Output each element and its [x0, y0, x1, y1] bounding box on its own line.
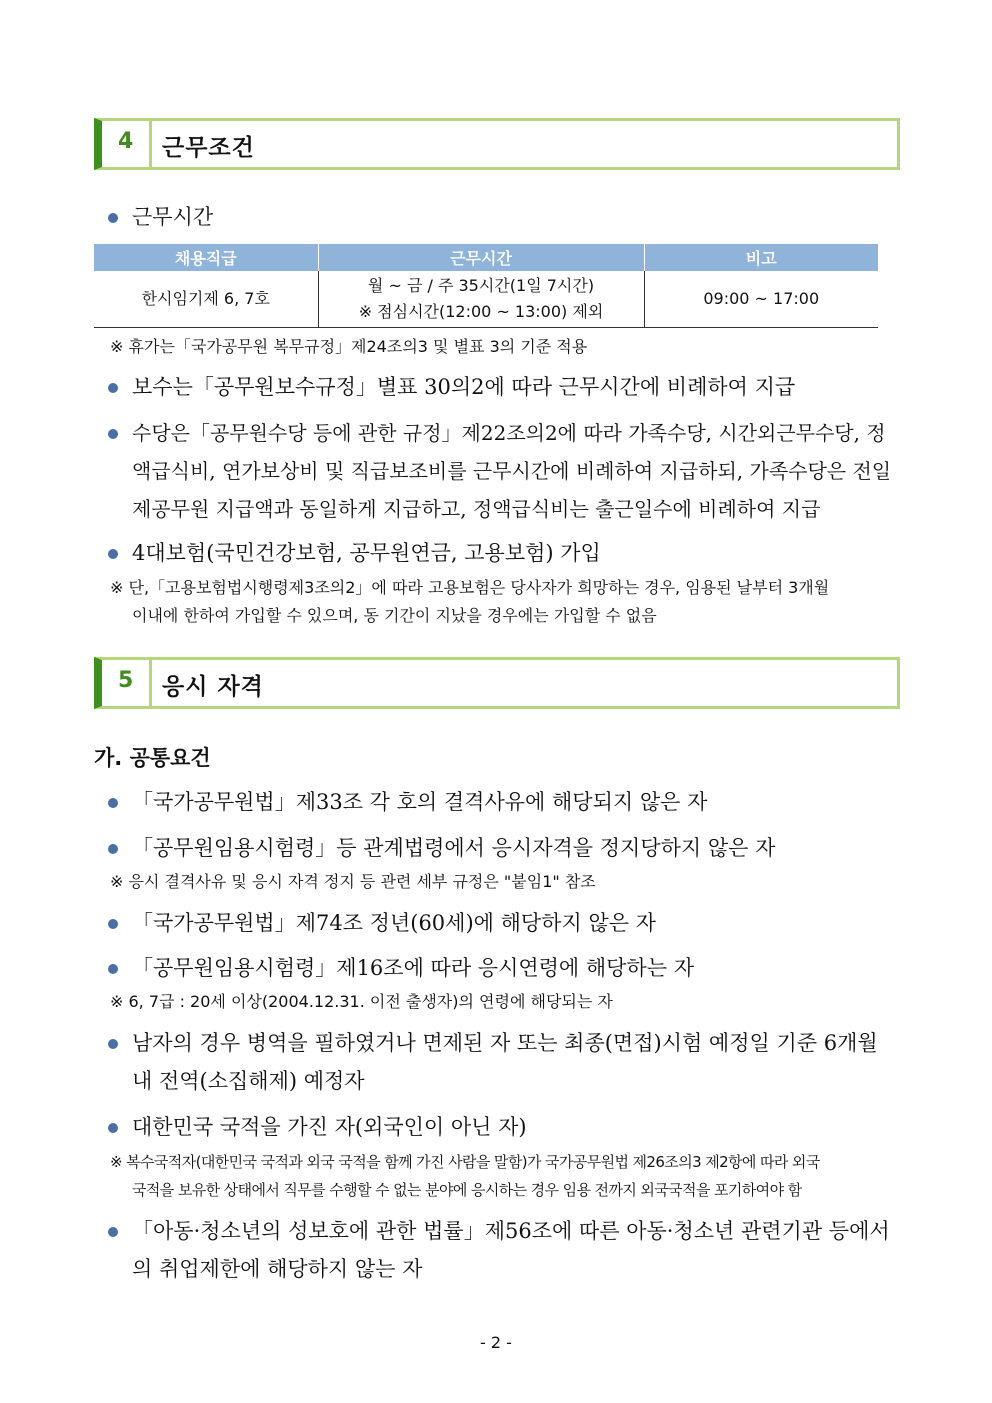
- common-requirements-heading: 가. 공통요건: [94, 746, 211, 770]
- bullet-allowance: 수당은「공무원수당 등에 관한 규정」제22조의2에 따라 가족수당, 시간외근무수당, 정액급식비, 연가보상비 및 직급보조비를 근무시간에 비례하여 지급하되, 가족수당은 전일제공무원 지급액과 동일하게 지급하고, 정액급식비는 출근일수에 비례하여 지급: [108, 414, 898, 528]
- leave-note: ※ 휴가는「국가공무원 복무규정」제24조의3 및 별표 3의 기준 적용: [110, 337, 588, 356]
- req-7: 「아동·청소년의 성보호에 관한 법률」제56조에 따른 아동·청소년 관련기관 등에서의 취업제한에 해당하지 않는 자: [108, 1212, 898, 1288]
- req-6-note: ※ 복수국적자(대한민국 국적과 외국 국적을 함께 가진 사람을 말함)가 국가공무원법 제26조의3 제2항에 따라 외국 국적을 보유한 상태에서 직무를 수행할 수 없는 분야에 응시하는 경우 임용 전까지 외국국적을 포기하여야 함: [110, 1153, 820, 1199]
- bullet-dot-icon: [108, 844, 118, 854]
- bullet-dot-icon: [108, 798, 118, 808]
- req-2-note: ※ 응시 결격사유 및 응시 자격 정지 등 관련 세부 규정은 "붙임1" 참조: [110, 872, 596, 891]
- section-title: 응시 자격: [162, 674, 264, 700]
- table-row: [94, 271, 878, 328]
- section-number: 5: [118, 668, 134, 693]
- bullet-dot-icon: [108, 213, 118, 223]
- cell-note: 09:00 ~ 17:00: [644, 271, 878, 328]
- cell-grade: 한시임기제 6, 7호: [141, 289, 270, 308]
- bullet-dot-icon: [108, 383, 118, 393]
- header-note: 비고: [644, 244, 878, 271]
- bullet-dot-icon: [108, 964, 118, 974]
- bullet-insurance: 4대보험(국민건강보험, 공무원연금, 고용보험) 가입: [108, 534, 601, 572]
- worktime-table: [94, 244, 878, 328]
- req-4-note: ※ 6, 7급 : 20세 이상(2004.12.31. 이전 출생자)의 연령에 해당되는 자: [110, 992, 613, 1011]
- divider: [149, 121, 152, 167]
- section-4-header: [94, 118, 900, 170]
- page-number: - 2 -: [480, 1333, 512, 1352]
- section-number: 4: [118, 129, 134, 154]
- bullet-dot-icon: [108, 1039, 118, 1049]
- bullet-dot-icon: [108, 1227, 118, 1237]
- req-5: 남자의 경우 병역을 필하였거나 면제된 자 또는 최종(면접)시험 예정일 기준 6개월 내 전역(소집해제) 예정자: [108, 1024, 898, 1100]
- bullet-pay: 보수는「공무원보수규정」별표 30의2에 따라 근무시간에 비례하여 지급: [108, 368, 795, 406]
- section-5-header: [94, 657, 900, 709]
- cell-hours: 월 ~ 금 / 주 35시간(1일 7시간) ※ 점심시간(12:00 ~ 13:00) 제외: [318, 271, 644, 328]
- header-hours: 근무시간: [318, 244, 644, 271]
- insurance-note: ※ 단,「고용보험법시행령제3조의2」에 따라 고용보험은 당사자가 희망하는 경우, 임용된 날부터 3개월 이내에 한하여 가입할 수 있으며, 동 기간이 지났을 경우에는 가입할 수 없음: [110, 578, 830, 625]
- bullet-dot-icon: [108, 549, 118, 559]
- bullet-dot-icon: [108, 429, 118, 439]
- req-1: 「국가공무원법」제33조 각 호의 결격사유에 해당되지 않은 자: [108, 783, 707, 821]
- req-4: 「공무원임용시험령」제16조에 따라 응시연령에 해당하는 자: [108, 949, 694, 987]
- header-grade: 채용직급: [94, 244, 318, 271]
- req-2: 「공무원임용시험령」등 관계법령에서 응시자격을 정지당하지 않은 자: [108, 829, 775, 867]
- bullet-dot-icon: [108, 1123, 118, 1133]
- bullet-dot-icon: [108, 919, 118, 929]
- req-6: 대한민국 국적을 가진 자(외국인이 아닌 자): [108, 1108, 527, 1146]
- section-title: 근무조건: [162, 135, 255, 161]
- divider: [149, 660, 152, 706]
- req-3: 「국가공무원법」제74조 정년(60세)에 해당하지 않은 자: [108, 904, 656, 942]
- bullet-worktime: 근무시간: [108, 198, 213, 236]
